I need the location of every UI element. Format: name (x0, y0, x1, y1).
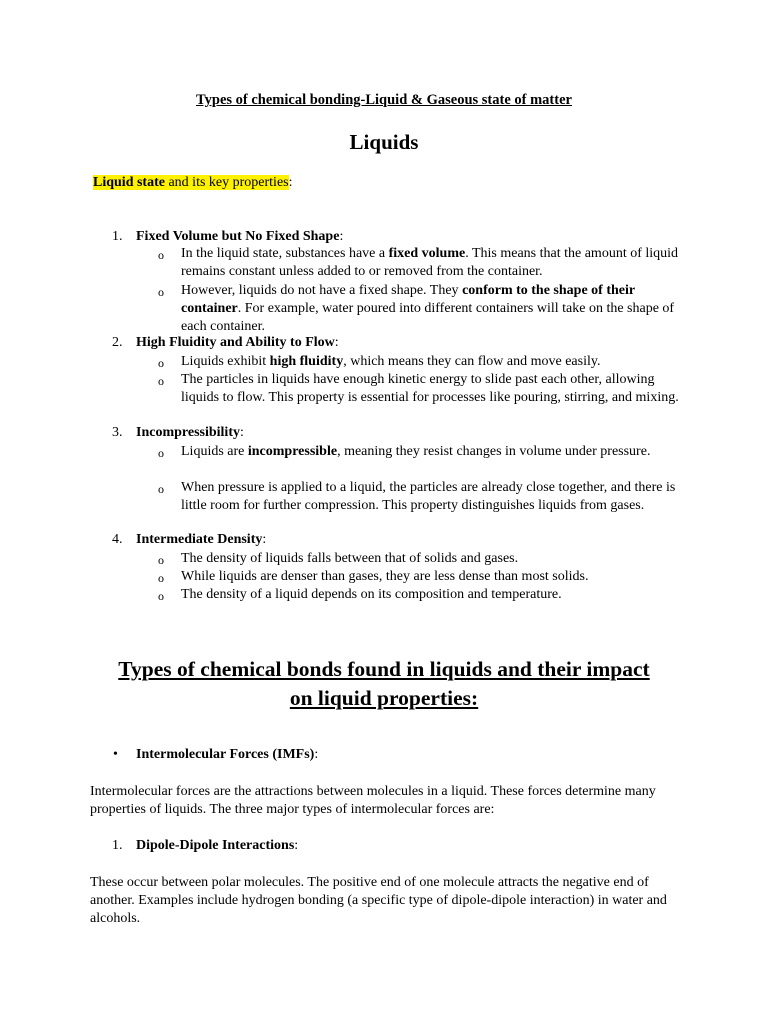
dipole-paragraph: These occur between polar molecules. The positive end of one molecule attracts the negative end of another. Examples include hydrogen bonding (a specific type of dipole-dipole interaction) in water and alcohols. (90, 875, 667, 926)
imf-heading: Intermolecular Forces (IMFs): (136, 747, 319, 762)
list-number: 1. (112, 838, 123, 853)
list-label: Intermediate Density: (136, 532, 267, 547)
list-number: 4. (112, 532, 123, 547)
list-item: However, liquids do not have a fixed shape. They conform to the shape of their container. For example, water poured into different containers will take on the shape of each container. (181, 283, 675, 334)
list-item: While liquids are denser than gases, they are less dense than most solids. (181, 569, 589, 584)
bullet-icon: o (158, 553, 164, 567)
list-item: Liquids are incompressible, meaning they resist changes in volume under pressure. (181, 444, 651, 459)
list-item: The particles in liquids have enough kinetic energy to slide past each other, allowing liquids to flow. This property is essential for processes like pouring, stirring, and mixing. (181, 372, 679, 405)
intro-line (93, 175, 293, 191)
list-number: 3. (112, 425, 123, 440)
list-item: When pressure is applied to a liquid, the particles are already close together, and there is little room for further compression. This property distinguishes liquids from gases. (181, 480, 676, 513)
bullet-icon: o (158, 482, 164, 496)
list-item: The density of a liquid depends on its composition and temperature. (181, 587, 562, 602)
bullet-icon: o (158, 589, 164, 603)
list-number: 1. (112, 229, 123, 244)
list-item: In the liquid state, substances have a fixed volume. This means that the amount of liquid remains constant unless added to or removed from the container. (181, 246, 679, 279)
list-number: 2. (112, 335, 123, 350)
section-heading-bonds: Types of chemical bonds found in liquids and their impact on liquid properties: (118, 657, 650, 710)
list-label: Dipole-Dipole Interactions: (136, 838, 299, 853)
list-item: The density of liquids falls between that of solids and gases. (181, 551, 519, 566)
intro-highlight (93, 175, 289, 190)
imf-paragraph: Intermolecular forces are the attractions between molecules in a liquid. These forces determine many properties of liquids. The three major types of intermolecular forces are: (90, 784, 656, 817)
intro-colon: : (288, 175, 293, 190)
bullet-icon: o (158, 446, 164, 460)
intro-bold: Liquid state (93, 175, 165, 190)
document-title: Types of chemical bonding-Liquid & Gaseous state of matter (196, 92, 572, 108)
section-heading-liquids: Liquids (349, 130, 419, 154)
bullet-icon: o (158, 356, 164, 370)
intro-text: and its key properties (164, 175, 289, 190)
bullet-icon: o (158, 374, 164, 388)
bullet-icon: o (158, 571, 164, 585)
bullet-icon: • (113, 747, 118, 762)
bullet-icon: o (158, 285, 164, 299)
list-label: Incompressibility: (136, 425, 244, 440)
list-label: High Fluidity and Ability to Flow: (136, 335, 339, 350)
bullet-icon: o (158, 248, 164, 262)
list-item: Liquids exhibit high fluidity, which means they can flow and move easily. (181, 354, 601, 369)
list-label: Fixed Volume but No Fixed Shape: (136, 229, 344, 244)
